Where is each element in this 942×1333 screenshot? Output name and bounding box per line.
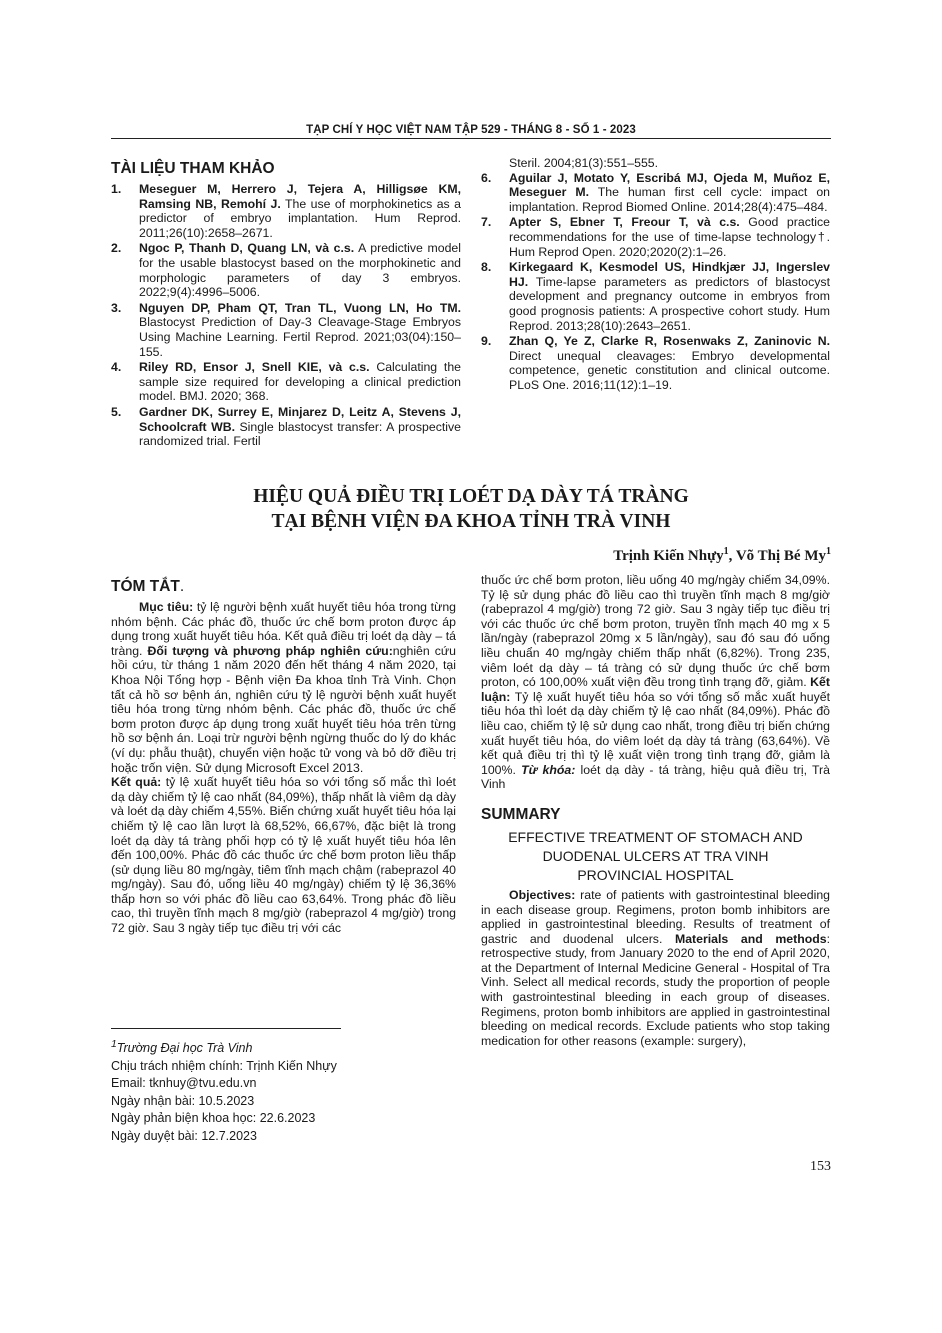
author-2-affiliation: 1 (826, 546, 831, 557)
journal-header: TẠP CHÍ Y HỌC VIỆT NAM TẬP 529 - THÁNG 8 - SỐ 1 - 2023 (306, 124, 636, 136)
reference-body (509, 171, 830, 215)
abstract-title-text: TÓM TẮT (111, 578, 180, 595)
footnote-accepted: Ngày duyệt bài: 12.7.2023 (111, 1128, 257, 1143)
reference-number: 7. (481, 215, 492, 230)
results-continuation (481, 573, 830, 792)
reference-text: A predictive model for the usable blastocyst based on the morphokinetic and morphologic parameters of day 3 embryos. 2022;9(4):4996–5006. (139, 241, 461, 300)
results-label: Kết quả: (111, 775, 162, 790)
reference-number: 4. (111, 360, 122, 375)
reference-item (481, 260, 830, 333)
references-list-right (481, 171, 830, 393)
conclusion-text: Tỷ lệ xuất huyết tiêu hóa so với tổng số mắc xuất huyết tiêu hóa thì loét dạ dày chiếm tỷ lệ cao nhất (84,09%). Phác đồ liều cao, chiếm tỷ lệ sử dụng cao nhất, trong điều trị biến chứng xuất huyết tiêu hóa, do viêm loét dạ dày tá tràng (63,64%). Về kết quả điều trị thì tỷ lệ xuất viện trong tình trạng đỡ, giảm là 100%. (481, 689, 830, 777)
reference-authors: Ngoc P, Thanh D, Quang LN, và c.s. (139, 241, 355, 256)
reference-body (139, 301, 461, 359)
reference-number: 5. (111, 404, 122, 419)
summary-objectives-text: rate of patients with gastrointestinal bleeding in each disease group. Regimens, proton bomb inhibitors are applied in gastrointestinal bleeding. Results of treatment of gastric and duodenal ulcers. (481, 887, 830, 946)
reference-body (509, 215, 830, 259)
reference-item (111, 182, 461, 240)
objective-label: Mục tiêu: (139, 600, 194, 614)
author-separator: , (728, 548, 736, 564)
summary-subtitle-line-1: EFFECTIVE TREATMENT OF STOMACH AND (508, 828, 803, 845)
summary-paragraph (481, 888, 830, 1049)
objective-text: tỷ lệ người bệnh xuất huyết tiêu hóa trong từng nhóm bệnh. Các phác đồ, thuốc ức chế bơm proton được áp dụng trong xuất huyết tiêu hóa. Kết quả điều trị loét dạ dày – tá tràng. (111, 600, 457, 658)
reference-text: Calculating the sample size required for developing a clinical prediction model. BMJ. 2020; 368. (139, 360, 462, 404)
results-paragraph (111, 775, 456, 936)
reference-number: 2. (111, 241, 122, 256)
article-authors (613, 546, 831, 565)
reference-number: 8. (481, 260, 492, 275)
summary-methods-text: : retrospective study, from January 2020 to the end of April 2020, at the Department of Internal Medicine General - Hospital of Tra Vinh. Select all medical records, study the proportion of people with gastrointestinal bleeding in each group of diseases. Regimens, proton bomb inhibitors are applied in gastrointestinal bleeding on medical records. Exclude patients who stop taking medication for other reasons (example: surgery), (481, 931, 830, 1048)
reference-body (509, 334, 830, 392)
reference-body (139, 405, 461, 449)
footnotes (111, 1036, 431, 1145)
reference-body (139, 182, 461, 240)
summary-subtitle (481, 828, 830, 885)
summary-subtitle-line-3: PROVINCIAL HOSPITAL (577, 866, 734, 883)
methods-label: Đối tượng và phương pháp nghiên cứu: (147, 643, 393, 658)
author-1-affiliation: 1 (723, 546, 729, 557)
reference-authors: Riley RD, Ensor J, Snell KIE, và c.s. (139, 360, 370, 375)
keywords-text: loét dạ dày - tá tràng, hiệu quả điều trị, Trà Vinh (481, 762, 830, 792)
reference-number: 6. (481, 170, 492, 185)
footnote-responsible: Chịu trách nhiệm chính: Trịnh Kiến Nhựy (111, 1058, 337, 1073)
author-1: Trịnh Kiến Nhựy (613, 548, 724, 564)
article-title-line-1: HIỆU QUẢ ĐIỀU TRỊ LOÉT DẠ DÀY TÁ TRÀNG (253, 486, 689, 507)
results-text-left: tỷ lệ xuất huyết tiêu hóa so với tổng số mắc thì loét dạ dày chiếm tỷ lệ cao nhất (84,09%), thấp nhất là viêm dạ dày và loét dạ dày chiếm 4,55%. Biến chứng xuất huyết tiêu hóa lại chiếm tỷ lệ cao lần lượt là 68,52%, 66,67%, đặc biệt là trong loét dạ dày tá tràng phối hợp có tỷ lệ xuất huyết tiêu hóa lên đến 100,00%. Phác đồ các thuốc ức chế bơm proton liều thấp (sử dụng liều 80 mg/ngày, tiêm tĩnh mạch chậm (rabeprazol 40 mg/ngày). Sau đó, uống liều 40 mg/ngày) chiếm tỷ lệ 36,36% thấp hơn so với phác đồ liều cao 63,64%. Trong phác đồ liều cao, thì truyền tĩnh mạch 8 mg/giờ (rabeprazol 4 mg/giờ) trong 72 giờ. Sau 3 ngày tiếp tục điều trị với các (111, 775, 456, 936)
article-title (111, 484, 831, 534)
references-right-column (481, 156, 830, 394)
results-text-right: thuốc ức chế bơm proton, liều uống 40 mg/ngày chiếm 34,09%. Tỷ lệ sử dụng phác đồ liều cao thì truyền tĩnh mạch 8 mg/giờ (rabeprazol 4 mg/giờ) trong 72 giờ. Sau 3 ngày tiếp tục điều trị với các thuốc ức chế bơm proton, truyền tĩnh mạch 40 mg x 5 lần/ngày (rabeprazol 20mg x 5 lần/ngày), sau đó sau đó uống liều chuẩn 40 mg/ngày chiếm thấp nhất (6,82%). Trong 235, viêm loét dạ dày – tá tràng có sử dụng thuốc ức chế bơm proton, có 100,00% xuất viện đều trong tình trạng đỡ, giảm. (481, 573, 830, 690)
methods-text: nghiên cứu hồi cứu, từ tháng 1 năm 2020 đến hết tháng 4 năm 2020, tại Khoa Nội Tổng hợp - Bệnh viện Đa khoa tỉnh Trà Vinh. Chọn tất cả hồ sơ bệnh án, nghiên cứu tỷ lệ người bệnh xuất huyết tiêu hóa trong từng nhóm bệnh. Các phác đồ, thuốc ức chế bơm proton được áp dụng trong xuất huyết tiêu hóa trên từng hồ sơ bệnh án. Loại trừ người bệnh ngừng thuốc do lý do khác (ví dụ: phẫu thuật), chuyển viện hoặc tử vong và bỏ dỡ điều trị hoặc trốn viện. Sử dụng Microsoft Excel 2013. (111, 643, 456, 775)
footnote-affiliation-text: Trường Đại học Trà Vinh (116, 1041, 253, 1056)
reference-item (481, 215, 830, 259)
footnote-rule (111, 1028, 341, 1029)
abstract-right-column (481, 573, 830, 1048)
summary-title: SUMMARY (481, 805, 561, 823)
reference-item (111, 241, 461, 299)
references-left-column (111, 160, 461, 450)
reference-text: Blastocyst Prediction of Day-3 Cleavage-Stage Embryos Using Machine Learning. Fertil Reprod. 2021;03(04):150–155. (139, 315, 461, 359)
footnote-reviewed: Ngày phản biện khoa học: 22.6.2023 (111, 1111, 316, 1126)
reference-text: Good practice recommendations for the use of time-lapse technology†. Hum Reprod Open. 2020;2020(2):1–26. (509, 215, 830, 259)
abstract-title (111, 578, 456, 596)
footnote-affiliation (111, 1036, 431, 1058)
summary-objectives-label: Objectives: (509, 887, 576, 902)
reference-continuation: Steril. 2004;81(3):551–555. (509, 156, 659, 170)
reference-item (111, 360, 461, 404)
reference-text: Single blastocyst transfer: A prospective randomized trial. Fertil (139, 419, 461, 449)
abstract-title-dot: . (179, 578, 185, 595)
references-list-left (111, 182, 461, 449)
reference-body (509, 260, 830, 333)
reference-text: The use of morphokinetics as a predictor of embryo implantation. Hum Reprod. 2011;26(10):2658–2671. (139, 196, 461, 240)
footnote-email: Email: tknhuy@tvu.edu.vn (111, 1076, 257, 1091)
reference-number: 3. (111, 300, 122, 315)
reference-item (481, 171, 830, 215)
page-number: 153 (810, 1159, 831, 1174)
reference-authors: Aguilar J, Motato Y, Escribá MJ, Ojeda M, Muñoz E, Meseguer M. (509, 170, 830, 200)
conclusion-label: Kết luận: (481, 675, 830, 704)
reference-number: 9. (481, 334, 492, 349)
keywords-label: Từ khóa: (521, 762, 576, 777)
reference-text: The human first cell cycle: impact on implantation. Reprod Biomed Online. 2014;28(4):475–484. (509, 185, 830, 214)
reference-number: 1. (111, 182, 122, 196)
reference-body (139, 241, 461, 299)
abstract-left-column (111, 578, 456, 936)
reference-authors: Gardner DK, Surrey E, Minjarez D, Leitz A, Stevens J, Schoolcraft WB. (139, 404, 461, 434)
reference-item (481, 334, 830, 392)
references-title: TÀI LIỆU THAM KHẢO (111, 160, 275, 177)
author-2: Võ Thị Bé My (735, 548, 826, 564)
article-title-line-2: TẠI BỆNH VIỆN ĐA KHOA TỈNH TRÀ VINH (271, 511, 671, 532)
reference-authors: Meseguer M, Herrero J, Tejera A, Hilligsøe KM, Ramsing NB, Remohí J. (139, 182, 461, 211)
abstract-paragraph (111, 600, 456, 775)
reference-text: Time-lapse parameters as predictors of blastocyst development and pregnancy outcome in embryos from good prognosis patients: A prospective cohort study. Hum Reprod. 2013;28(10):2643–2651. (509, 274, 830, 333)
reference-item (111, 301, 461, 359)
footnote-received: Ngày nhận bài: 10.5.2023 (111, 1093, 255, 1108)
reference-text: Direct unequal cleavages: Embryo developmental competence, genetic constitution and clinical outcome. PLoS One. 2016;11(12):1–19. (509, 348, 830, 392)
reference-authors: Nguyen DP, Pham QT, Tran TL, Vuong LN, Ho TM. (139, 300, 461, 315)
header-rule (111, 138, 831, 139)
summary-methods-label: Materials and methods (674, 931, 827, 946)
summary-subtitle-line-2: DUODENAL ULCERS AT TRA VINH (542, 847, 769, 864)
reference-authors: Kirkegaard K, Kesmodel US, Hindkjær JJ, Ingerslev HJ. (509, 260, 830, 289)
footnote-affiliation-sup: 1 (111, 1039, 117, 1050)
reference-body (139, 360, 461, 404)
reference-authors: Zhan Q, Ye Z, Clarke R, Rosenwaks Z, Zaninovic N. (509, 334, 830, 349)
reference-authors: Apter S, Ebner T, Freour T, và c.s. (509, 215, 740, 230)
reference-item (111, 405, 461, 449)
